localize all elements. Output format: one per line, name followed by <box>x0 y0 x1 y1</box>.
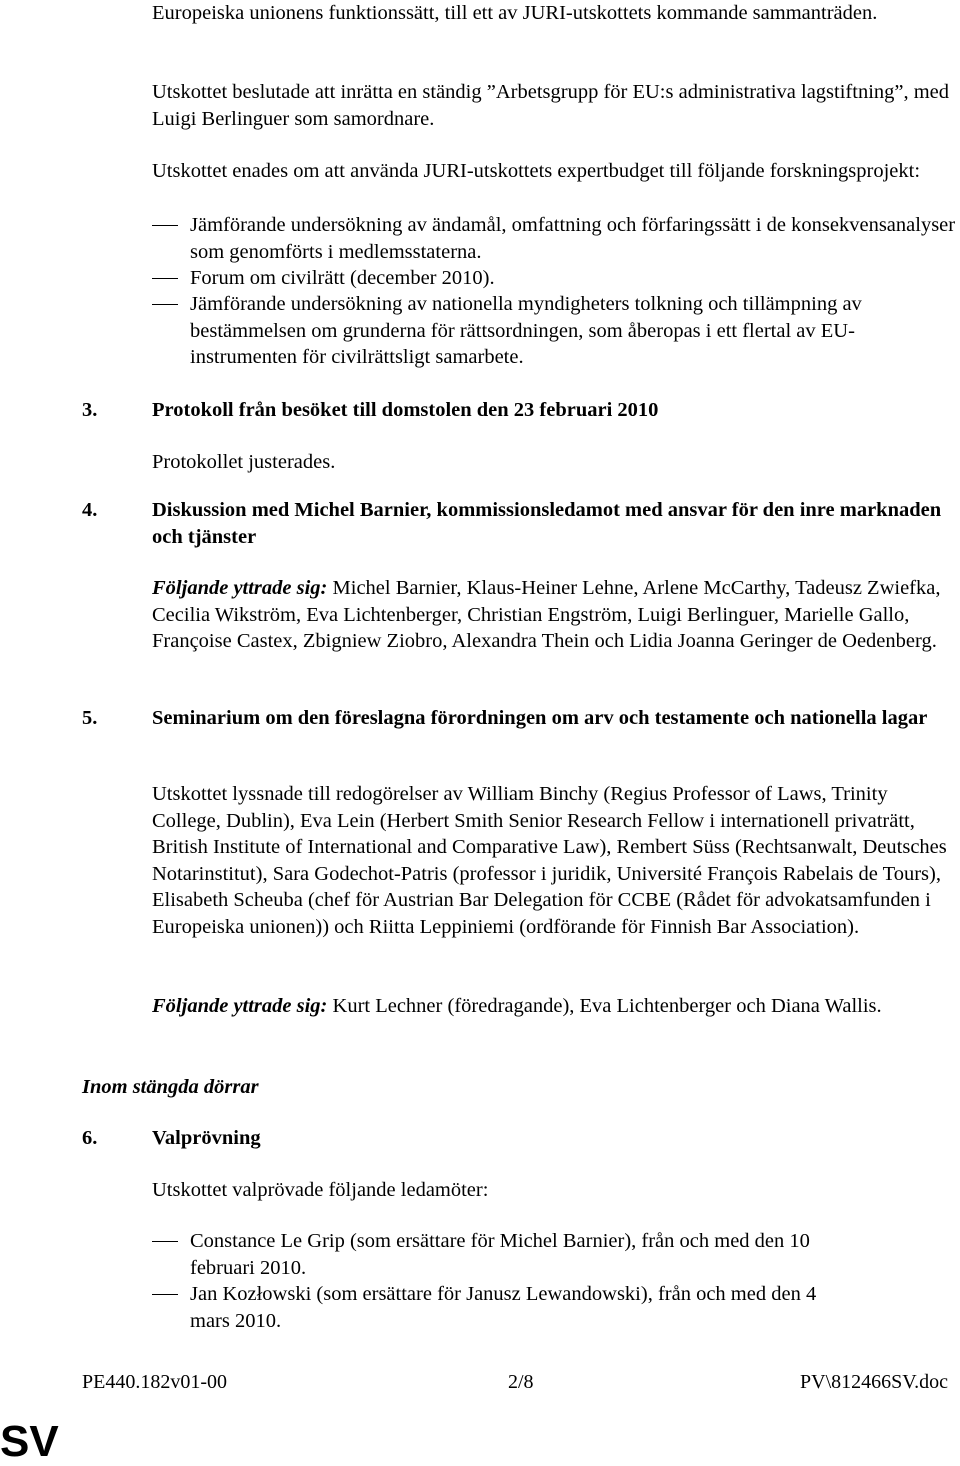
dash-bullet-icon <box>152 278 178 279</box>
section-body: Utskottet valprövade följande ledamöter: <box>152 1179 489 1201</box>
speakers-label: Följande yttrade sig: <box>152 577 328 599</box>
speakers-list: Michel Barnier, Klaus-Heiner Lehne, Arlene McCarthy, Tadeusz Zwiefka, Cecilia Wikström, Eva Lichtenberger, Christian Engström, Luigi Berlinguer, Marielle Gallo, Françoise Castex, Zbigniew Ziobro, Alexandra Thein och Lidia Joanna Geringer de Oedenberg. <box>152 577 941 652</box>
intro-paragraph-1: Europeiska unionens funktionssätt, till ett av JURI-utskottets kommande sammanträden. <box>152 2 878 24</box>
footer-file-name: PV\812466SV.doc <box>800 1371 948 1393</box>
section-body: Protokollet justerades. <box>152 451 336 473</box>
dash-bullet-icon <box>152 1294 178 1295</box>
dash-bullet-icon <box>152 225 178 226</box>
intro-paragraph-2: Utskottet beslutade att inrätta en ständig ”Arbetsgrupp för EU:s administrativa lagstiftning”, med Luigi Berlinguer som samordnare. <box>152 81 950 130</box>
section-number: 5. <box>82 707 98 729</box>
closed-session-heading: Inom stängda dörrar <box>82 1076 259 1098</box>
list-item-text: Forum om civilrätt (december 2010). <box>190 267 495 289</box>
footer-page-number: 2/8 <box>508 1371 534 1393</box>
speakers-list: Kurt Lechner (föredragande), Eva Lichtenberger och Diana Wallis. <box>332 995 882 1017</box>
section-number: 4. <box>82 499 98 521</box>
language-code: SV <box>0 1417 59 1466</box>
footer-doc-ref: PE440.182v01-00 <box>82 1371 227 1393</box>
speakers-paragraph <box>152 575 952 655</box>
list-item-text: Jämförande undersökning av ändamål, omfattning och förfaringssätt i de konsekvensanalyser som genomförts i medlemsstaterna. <box>190 214 956 263</box>
section-heading: Diskussion med Michel Barnier, kommissionsledamot med ansvar för den inre marknaden och tjänster <box>152 499 942 548</box>
list-item-text: Jämförande undersökning av nationella myndigheters tolkning och tillämpning av bestämmelsen om grunderna för rättsordningen, som åberopas i ett flertal av EU-instrumenten för civilrättsligt samarbete. <box>190 293 862 368</box>
list-item-text: Constance Le Grip (som ersättare för Michel Barnier), från och med den 10 februari 2010. <box>190 1230 810 1279</box>
speakers-paragraph <box>152 993 952 1020</box>
speakers-label: Följande yttrade sig: <box>152 995 328 1017</box>
dash-bullet-icon <box>152 304 178 305</box>
dash-bullet-icon <box>152 1241 178 1242</box>
section-number: 3. <box>82 399 98 421</box>
section-number: 6. <box>82 1127 98 1149</box>
list-item-text: Jan Kozłowski (som ersättare för Janusz Lewandowski), från och med den 4 mars 2010. <box>190 1283 817 1332</box>
intro-paragraph-3: Utskottet enades om att använda JURI-utskottets expertbudget till följande forskningsprojekt: <box>152 160 921 182</box>
section-body: Utskottet lyssnade till redogörelser av William Binchy (Regius Professor of Laws, Trinity College, Dublin), Eva Lein (Herbert Smith Senior Research Fellow i internationell privaträtt, British Institute of International and Comparative Law), Rembert Süss (Rechtsanwalt, Deutsches Notarinstitut), Sara Godechot-Patris (professor i juridik, Université François Rabelais de Tours), Elisabeth Scheuba (chef för Austrian Bar Delegation för CCBE (Rådet för advokatsamfunden i Europeiska unionen)) och Riitta Leppiniemi (ordförande för Finnish Bar Association). <box>152 783 947 938</box>
section-heading: Protokoll från besöket till domstolen den 23 februari 2010 <box>152 399 659 421</box>
section-heading: Seminarium om den föreslagna förordningen om arv och testamente och nationella lagar <box>152 707 928 729</box>
section-heading: Valprövning <box>152 1127 261 1149</box>
